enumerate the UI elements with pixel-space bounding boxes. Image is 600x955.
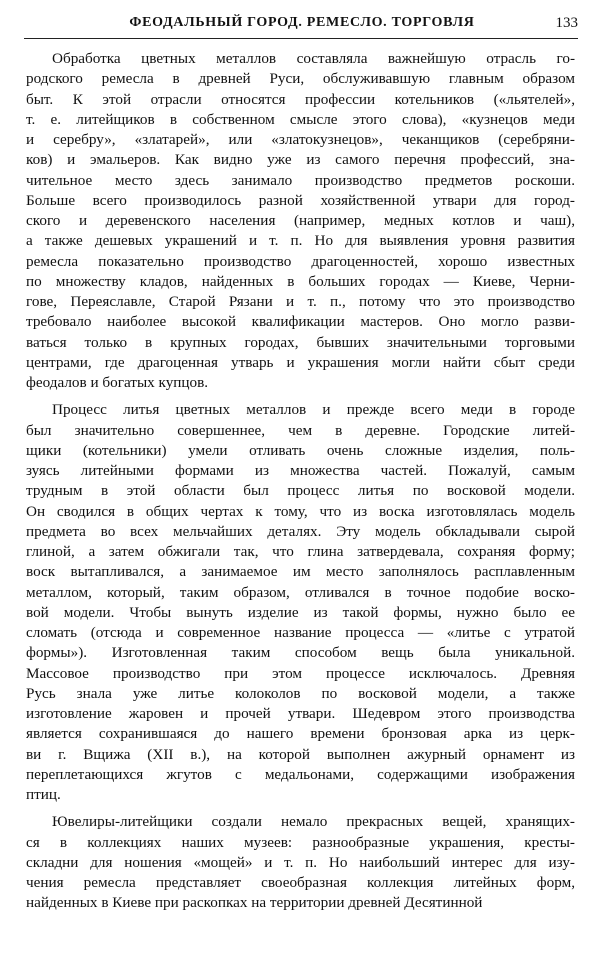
- running-title: ФЕОДАЛЬНЫЙ ГОРОД. РЕМЕСЛО. ТОРГОВЛЯ: [129, 15, 475, 30]
- text-line: ского и деревенского населения (например, медных котлов и чаш),: [26, 212, 575, 229]
- text-line: зуясь литейными формами из множества частей. Пожалуй, самым: [26, 462, 575, 479]
- paragraph-2: [26, 400, 575, 805]
- page-number: 133: [555, 15, 578, 31]
- header-rule: [24, 38, 578, 39]
- text-line: сломать (отсюда и современное название процесса — «литье с утратой: [26, 624, 575, 641]
- text-line: центрами, где драгоценная утварь и украшения могли найти сбыт среди: [26, 353, 575, 371]
- body-text: [26, 49, 575, 921]
- text-line: чительное место здесь занимало производство предметов роскоши.: [26, 171, 575, 189]
- text-line: складни для ношения «мощей» и т. п. Но наибольший интерес для изу-: [26, 853, 575, 871]
- text-line: ви г. Вщижа (XII в.), на которой выполнен ажурный орнамент из: [26, 745, 575, 763]
- text-line: Обработка цветных металлов составляла важнейшую отрасль го-: [52, 50, 575, 67]
- text-line: родского ремесла в древней Руси, обслуживавшую главным образом: [26, 70, 575, 88]
- text-line: предмета во всех мельчайших деталях. Эту модель обкладывали сырой: [26, 522, 575, 540]
- text-line: феодалов и богатых купцов.: [26, 374, 209, 391]
- text-line: чения ремесла представляет своеобразная коллекция литейных форм,: [26, 874, 575, 891]
- text-line: и серебру», «златарей», или «златокузнецов», чеканщиков (серебряни-: [26, 131, 575, 148]
- text-line: ков) и эмальеров. Как видно уже из самого перечня профессий, зна-: [26, 151, 575, 169]
- text-line: переплетающихся жгутов с медальонами, содержащими изображения: [26, 765, 575, 783]
- text-line: найденных в Киеве при раскопках на территории древней Десятинной: [26, 894, 483, 912]
- text-line: вой модели. Чтобы вынуть изделие из такой формы, нужно было ее: [26, 603, 575, 621]
- text-line: ся в коллекциях наших музеев: разнообразные украшения, кресты-: [26, 833, 575, 851]
- text-line: гове, Переяславле, Старой Рязани и т. п., потому что это производство: [26, 293, 575, 310]
- text-line: Ювелиры-литейщики создали немало прекрасных вещей, хранящих-: [52, 813, 575, 831]
- text-line: требовало наиболее высокой квалификации мастеров. Оно могло разви-: [26, 313, 575, 331]
- text-line: ваться только в крупных городах, бывших значительными торговыми: [26, 333, 575, 351]
- text-line: птиц.: [26, 786, 61, 803]
- text-line: щики (котельники) умели отливать очень сложные изделия, поль-: [26, 441, 575, 459]
- text-line: воск вытапливался, а занимаемое им место заполнялось расплавленным: [26, 563, 575, 581]
- paragraph-1: [26, 49, 575, 393]
- paragraph-3: [26, 812, 575, 913]
- text-line: Массовое производство при этом процессе исключалось. Древняя: [26, 664, 575, 682]
- text-line: Больше всего производилось разной хозяйственной утвари для город-: [26, 191, 575, 209]
- running-head: [26, 10, 578, 36]
- text-line: ремесла показательно производство драгоценностей, хорошо известных: [26, 252, 575, 270]
- text-line: был значительно совершеннее, чем в деревне. Городские литей-: [26, 421, 575, 439]
- text-line: а также дешевых украшений и т. п. Но для выявления уровня развития: [26, 232, 575, 250]
- text-line: формы»). Изготовленная таким способом вещь была уникальной.: [26, 644, 575, 662]
- text-line: Процесс литья цветных металлов и прежде всего меди в городе: [52, 401, 575, 419]
- text-line: быт. К этой отрасли относятся профессии котельников («льятелей»,: [26, 90, 575, 108]
- text-line: Русь знала уже литье колоколов по восковой модели, а также: [26, 684, 575, 702]
- text-line: т. е. литейщиков в собственном смысле этого слова), «кузнецов меди: [26, 110, 575, 128]
- text-line: металлом, который, таким образом, отливался в точное подобие воско-: [26, 583, 575, 601]
- text-line: глиной, а затем обжигали так, что глина затвердевала, сохраняя форму;: [26, 543, 575, 560]
- text-line: является сохранившаяся до нашего времени бронзовая арка из церк-: [26, 725, 575, 743]
- text-line: трудным в этой области был процесс литья по восковой модели.: [26, 482, 575, 500]
- text-line: Он сводился в общих чертах к тому, что из воска изготовлялась модель: [26, 502, 575, 520]
- text-line: изготовление жаровен и прочей утвари. Шедевром этого производства: [26, 705, 575, 722]
- text-line: по множеству кладов, найденных в больших городах — Киеве, Черни-: [26, 272, 575, 290]
